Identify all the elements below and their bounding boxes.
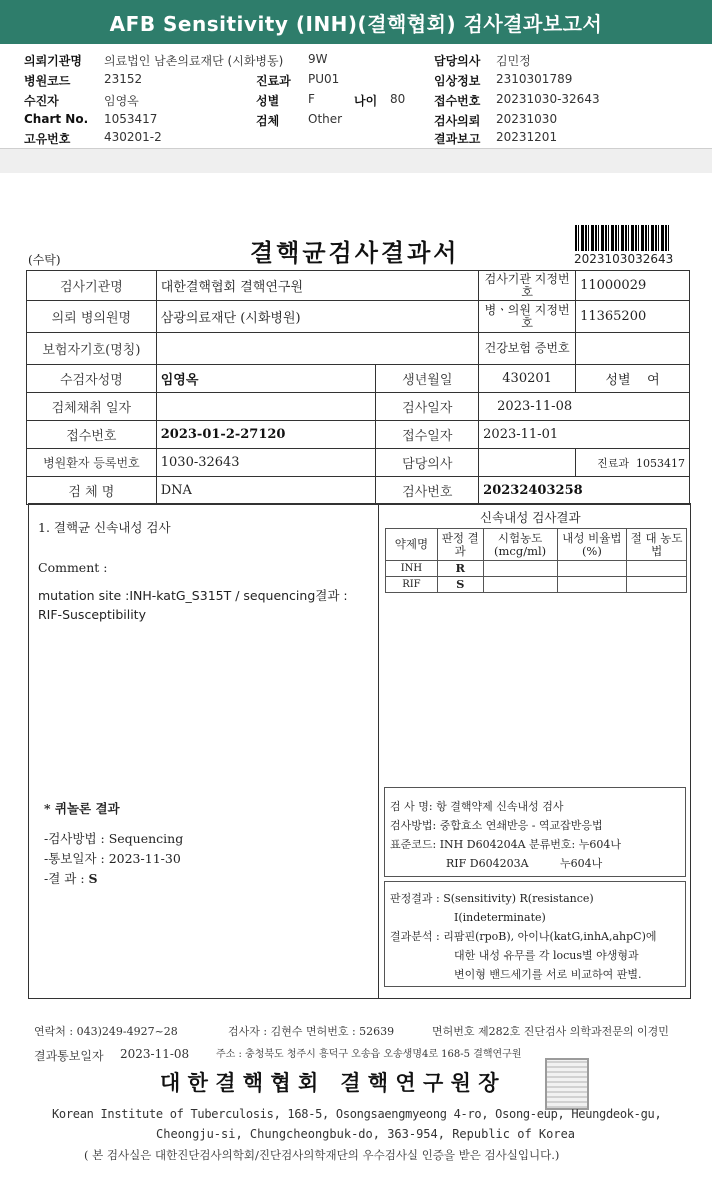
- suntak-label: (수탁): [28, 253, 61, 267]
- dept-label: 진료과: [256, 74, 291, 88]
- col-judge: 판정 결과: [437, 529, 483, 561]
- patient-value: 임영옥: [104, 94, 139, 108]
- judge-line-2: I(indeterminate): [454, 911, 546, 924]
- method-value: Sequencing: [108, 831, 184, 846]
- english-address-2: Cheongju-si, Chungcheongbuk-do, 363-954, Republic of Korea: [156, 1127, 576, 1141]
- quinolone-heading: * 퀴놀론 결과: [44, 801, 120, 816]
- inst-no-value: 11000029: [576, 271, 690, 301]
- separator: [0, 149, 712, 173]
- barcode-text: 2023103032643: [574, 252, 674, 266]
- health-value: [576, 333, 690, 365]
- anal-line-1: 결과분석 : 리팜핀(rpoB), 아이나(katG,inhA,ahpC)에: [390, 930, 657, 943]
- hosp-label: 의뢰 병의원명: [27, 301, 157, 333]
- recv-date-value: 2023-11-01: [479, 421, 690, 449]
- chart-value: 1053417: [104, 112, 158, 126]
- clin-value: 2310301789: [496, 72, 573, 86]
- doctor-value: 김민정: [496, 54, 531, 68]
- english-address-1: Korean Institute of Tuberculosis, 168-5, Osongsaengmyeong 4-ro, Osong-eup, Heungdeok-gu,: [52, 1107, 662, 1121]
- recv-no-value: 2023-01-2-27120: [156, 421, 376, 449]
- right-heading: 신속내성 검사결과: [480, 510, 581, 525]
- conc-cell: [483, 561, 557, 577]
- test-no-label: 검사번호: [376, 477, 479, 505]
- certification-text: ( 본 검사실은 대한진단검사의학회/진단검사의학재단의 우수검사실 인증을 받은 검사실입니다.): [84, 1148, 560, 1162]
- inst-no-label: 검사기관 지정번호: [479, 271, 576, 301]
- specimen-label: 검체: [256, 114, 280, 128]
- conc-cell: [483, 577, 557, 593]
- insured-label: 보험자기호(명칭): [27, 333, 157, 365]
- organization-name: 대 한 결 핵 협 회 결 핵 연 구 원 장: [160, 1070, 499, 1095]
- age-label: 나이: [354, 94, 378, 108]
- test-date-label: 검사일자: [376, 393, 479, 421]
- patient-label: 수진자: [24, 94, 59, 108]
- report-header: [0, 0, 712, 44]
- code-value: 23152: [104, 72, 143, 86]
- recv-value: 20231030-32643: [496, 92, 600, 106]
- dept-label-doc: 진료과: [597, 456, 629, 470]
- method-label: -검사방법 :: [44, 831, 105, 846]
- reg-label: 병원환자 등록번호: [27, 449, 157, 477]
- code-label: 병원코드: [24, 74, 71, 88]
- left-heading: 1. 결핵균 신속내성 검사: [38, 520, 171, 535]
- abs-cell: [627, 577, 687, 593]
- dept-value: PU01: [308, 72, 340, 86]
- judge-line-1: 판정결과 : S(sensitivity) R(resistance): [390, 892, 594, 905]
- drug-cell: RIF: [386, 577, 438, 593]
- info-line-4: RIF D604203A 누604나: [446, 857, 603, 870]
- sex-value-doc: 여: [647, 373, 660, 388]
- test-no-value: 20232403258: [479, 477, 690, 505]
- name-value: 임영옥: [156, 365, 376, 393]
- drug-cell: INH: [386, 561, 438, 577]
- barcode: [575, 225, 671, 251]
- chart-label: Chart No.: [24, 112, 89, 126]
- doctor-label: 담당의사: [434, 54, 481, 68]
- clin-label: 임상정보: [434, 74, 481, 88]
- recv-label: 접수번호: [434, 94, 481, 108]
- insured-value: [156, 333, 478, 365]
- license-text: 면허번호 제282호 진단검사 의학과전문의 이경민: [432, 1025, 669, 1038]
- sensitivity-table: [385, 528, 687, 593]
- sex-label-doc: 성별: [605, 373, 631, 388]
- col-conc: 시험농도 (mcg/ml): [483, 529, 557, 561]
- req-label: 검사의뢰: [434, 114, 481, 128]
- info-line-3: 표준코드: INH D604204A 분류번호: 누604나: [390, 838, 621, 851]
- official-seal-stamp: [545, 1058, 589, 1110]
- age-value: 80: [390, 92, 406, 106]
- uid-value: 430201-2: [104, 130, 162, 144]
- doctor-value-doc: [479, 449, 576, 477]
- notify-label: -통보일자 :: [44, 851, 105, 866]
- mutation-text: mutation site :INH-katG_S315T / sequencing결과 : RIF-Susceptibility: [38, 588, 348, 622]
- collect-label: 검체채취 일자: [27, 393, 157, 421]
- col-ratio: 내성 비율법(%): [557, 529, 627, 561]
- document-title: 결핵균검사결과서: [250, 238, 460, 267]
- doctor-label-doc: 담당의사: [376, 449, 479, 477]
- report-value: 20231201: [496, 130, 558, 144]
- info-table: [26, 270, 690, 505]
- test-date-value: 2023-11-08: [479, 393, 690, 421]
- inst-value: 대한결핵협회 결핵연구원: [156, 271, 478, 301]
- sex-value: F: [308, 92, 315, 106]
- result-value: S: [88, 871, 98, 886]
- patient-meta: [0, 44, 712, 149]
- judge-cell: R: [437, 561, 483, 577]
- name-label: 수검자성명: [27, 365, 157, 393]
- ratio-cell: [557, 561, 627, 577]
- req-value: 20231030: [496, 112, 558, 126]
- info-line-1: 검 사 명: 항 결핵약제 신속내성 검사: [390, 800, 564, 813]
- address-text: 주소 : 충청북도 청주시 흥덕구 오송읍 오송생명4로 168-5 결핵연구원: [216, 1049, 522, 1060]
- judge-cell: S: [437, 577, 483, 593]
- hospital-label: 의뢰기관명: [24, 54, 82, 68]
- col-drug: 약제명: [386, 529, 438, 561]
- ward-value: 9W: [308, 52, 328, 66]
- ratio-cell: [557, 577, 627, 593]
- hosp-no-value: 11365200: [576, 301, 690, 333]
- uid-label: 고유번호: [24, 132, 71, 146]
- notify-value: 2023-11-30: [108, 851, 181, 866]
- result-label: -결 과 :: [44, 871, 85, 886]
- examiner-text: 검사자 : 김현수 면허번호 : 52639: [228, 1025, 395, 1038]
- report-label: 결과보고: [434, 132, 481, 146]
- contact-text: 연락처 : 043)249-4927~28: [34, 1025, 178, 1038]
- birth-value: 430201: [479, 365, 576, 393]
- info-line-2: 검사방법: 중합효소 연쇄반응 - 역교잡반응법: [390, 819, 603, 832]
- left-panel: [28, 503, 379, 999]
- comment-label: Comment :: [38, 560, 108, 575]
- spec-value: DNA: [156, 477, 376, 505]
- recv-no-label: 접수번호: [27, 421, 157, 449]
- hosp-no-label: 병ㆍ의원 지정번호: [479, 301, 576, 333]
- table-row: [386, 577, 687, 593]
- collect-value: [156, 393, 376, 421]
- scanned-document: [0, 173, 712, 1187]
- birth-label: 생년월일: [376, 365, 479, 393]
- hospital-value: 의료법인 남촌의료재단 (시화병동): [104, 54, 284, 68]
- notify-date-label: 결과통보일자: [34, 1049, 104, 1063]
- specimen-value: Other: [308, 112, 343, 126]
- anal-line-3: 변이형 밴드세기를 서로 비교하여 판별.: [454, 968, 642, 981]
- anal-line-2: 대한 내성 유무를 각 locus별 야생형과: [454, 949, 639, 962]
- notify-date-value: 2023-11-08: [120, 1047, 190, 1061]
- reg-value: 1030-32643: [156, 449, 376, 477]
- sex-label: 성별: [256, 94, 280, 108]
- table-row: [386, 561, 687, 577]
- inst-label: 검사기관명: [27, 271, 157, 301]
- spec-label: 검 체 명: [27, 477, 157, 505]
- hosp-value: 삼광의료재단 (시화병원): [156, 301, 478, 333]
- dept-value-doc: 1053417: [636, 456, 685, 470]
- report-title: AFB Sensitivity (INH)(결핵협회) 검사결과보고서: [109, 11, 603, 36]
- col-abs: 절 대 농도법: [627, 529, 687, 561]
- health-label: 건강보험 증번호: [479, 333, 576, 365]
- abs-cell: [627, 561, 687, 577]
- recv-date-label: 접수일자: [376, 421, 479, 449]
